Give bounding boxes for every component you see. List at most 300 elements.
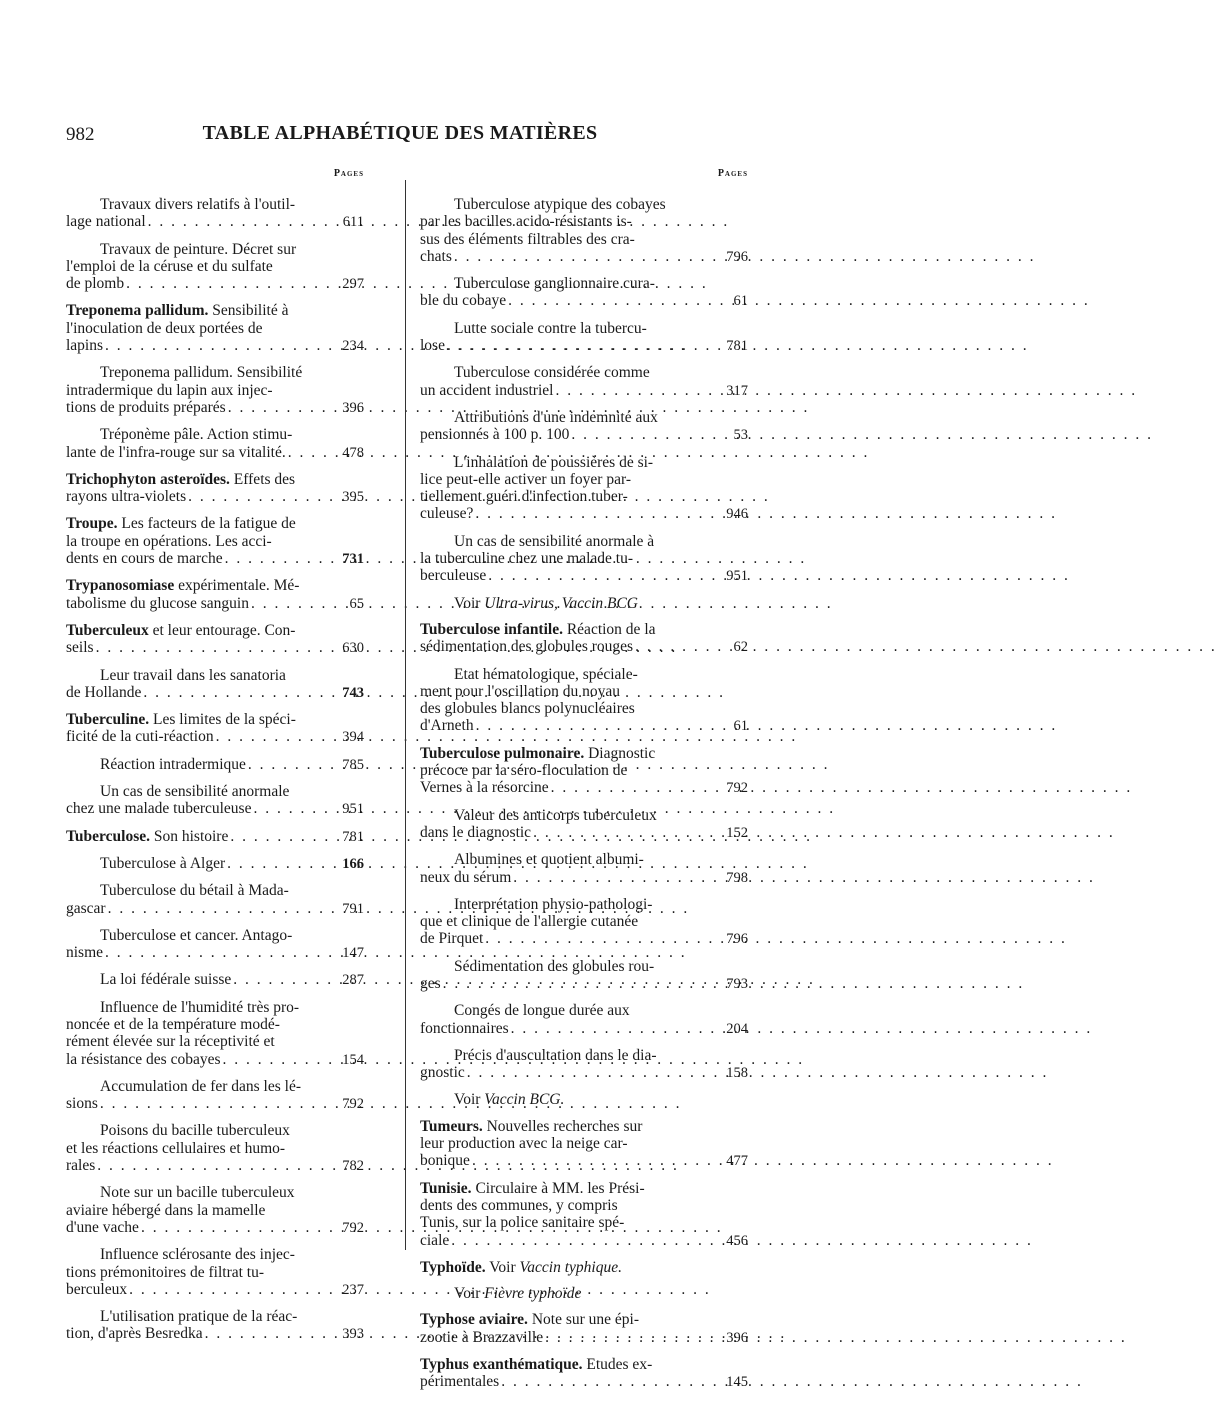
entry-label: l'inoculation de deux portées de: [66, 319, 263, 337]
index-entry: [66, 999, 364, 1069]
entry-label: lapins: [66, 337, 104, 355]
entry-continuation-line: [66, 800, 364, 818]
entry-label: périmentales: [420, 1373, 500, 1391]
entry-label: et leur entourage. Con-: [148, 621, 296, 639]
page-ref: 743: [342, 684, 364, 701]
entry-first-line: [66, 783, 364, 800]
entry-label: seils: [66, 639, 94, 657]
entry-label: ble du cobaye: [420, 292, 507, 310]
entry-label: Congés de longue durée aux: [454, 1002, 630, 1020]
entry-text: [66, 550, 223, 567]
right-column: [420, 168, 748, 1401]
entry-text: [420, 382, 553, 399]
entry-text: [66, 213, 146, 230]
dot-leader: [447, 337, 718, 354]
entry-label: Tuberculose atypique des cobayes: [454, 196, 666, 213]
entry-label: noncée et de la température modé-: [66, 1015, 280, 1033]
entry-text: [420, 337, 445, 354]
index-entry: [66, 756, 364, 774]
entry-text: [420, 930, 483, 947]
page-ref: 781: [342, 828, 364, 845]
entry-text: [66, 302, 288, 319]
entry-first-line: [420, 454, 748, 471]
entry-label: Sédimentation des globules rou-: [454, 957, 655, 975]
entry-label: intradermique du lapin aux injec-: [66, 381, 273, 399]
entry-label: Réaction intradermique: [100, 755, 246, 773]
index-entries-right: [420, 196, 748, 1392]
entry-continuation-line: [66, 595, 364, 613]
entry-first-line: [66, 971, 364, 989]
index-entry: [66, 711, 364, 747]
entry-continuation-line: [66, 1325, 364, 1343]
page-ref: 234: [342, 338, 364, 355]
entry-continuation-line: [420, 1135, 748, 1152]
entry-continuation-line: [66, 444, 364, 462]
entry-label: tiellement guéri d'infection tuber-: [420, 488, 628, 506]
index-entry: [420, 745, 748, 798]
page-ref: 204: [726, 1020, 748, 1037]
entry-heading: Typhus exanthématique.: [420, 1356, 583, 1374]
entry-label: que et clinique de l'allergie cutanée: [420, 913, 639, 931]
entry-continuation-line: [420, 1232, 748, 1250]
entry-label: Son histoire: [149, 827, 229, 845]
entry-first-line: [66, 1122, 364, 1139]
entry-first-line: [420, 896, 748, 913]
dot-leader: [223, 1051, 334, 1068]
entry-continuation-line: [420, 913, 748, 930]
entry-label: lante de l'infra-rouge sur sa vitalité.: [66, 443, 286, 461]
index-entry: [66, 1246, 364, 1299]
entry-continuation-line: [66, 1051, 364, 1069]
entry-label: gnostic: [420, 1064, 465, 1082]
entry-continuation-line: [420, 762, 748, 779]
page-ref: 152: [726, 824, 748, 841]
page-ref: 793: [726, 975, 748, 992]
entry-continuation-line: [66, 1202, 364, 1219]
entry-first-line: [420, 533, 748, 550]
dot-leader: [511, 1020, 718, 1037]
index-entry: [66, 302, 364, 355]
entry-text: [420, 1356, 652, 1373]
entry-cross-reference: Fièvre typhoïde: [484, 1285, 582, 1303]
entry-label: un accident industriel: [420, 381, 554, 399]
entry-first-line: [66, 882, 364, 899]
entry-text: [420, 292, 506, 309]
entry-text: [100, 1122, 290, 1139]
entry-text: [454, 364, 650, 381]
entry-text: [66, 1202, 265, 1219]
entry-continuation-line: [66, 900, 364, 918]
page-ref: 297: [342, 276, 364, 293]
index-entry: [420, 533, 748, 586]
entry-text: [454, 958, 654, 975]
entry-text: [420, 231, 635, 248]
entry-label: fonctionnaires: [420, 1019, 509, 1037]
entry-label: de plomb: [66, 275, 125, 293]
entry-first-line: [420, 666, 748, 683]
entry-text: [420, 869, 511, 886]
entry-label: dents en cours de marche: [66, 550, 223, 568]
entry-label: pensionnés à 100 p. 100: [420, 426, 570, 444]
index-entry: [66, 1184, 364, 1237]
entry-continuation-line: [66, 275, 364, 293]
entry-label: Vernes à la résorcine: [420, 779, 549, 797]
entry-continuation-line: [420, 1373, 748, 1391]
page-ref: 393: [342, 1326, 364, 1343]
entry-label: Poisons du bacille tuberculeux: [100, 1122, 290, 1140]
entry-label: Un cas de sensibilité anormale à: [454, 532, 655, 550]
page-number: 982: [66, 124, 95, 145]
entry-text: [66, 711, 296, 728]
entry-first-line: [66, 1246, 364, 1263]
entry-continuation-line: [420, 683, 748, 700]
entry-heading: Tuberculose infantile.: [420, 620, 563, 638]
entry-text: [66, 1157, 95, 1174]
page-ref: 798: [726, 869, 748, 886]
entry-text: [66, 828, 228, 845]
entry-text: [420, 638, 633, 655]
entry-text: [100, 196, 295, 213]
entry-label: précoce par la séro-floculation de: [420, 762, 628, 780]
entry-label: Voir: [454, 1285, 485, 1303]
entry-text: [420, 762, 627, 779]
entry-label: rayons ultra-violets: [66, 488, 187, 506]
entry-label: Voir: [454, 1091, 485, 1109]
index-entry: [420, 621, 748, 657]
entry-first-line: [66, 1308, 364, 1325]
page-ref: 791: [342, 900, 364, 917]
page-ref: 951: [342, 801, 364, 818]
entry-first-line: [420, 807, 748, 824]
entry-continuation-line: [66, 488, 364, 506]
entry-continuation-line: [420, 1152, 748, 1170]
entry-label: tions de produits préparés: [66, 398, 226, 416]
entry-text: [420, 1232, 449, 1249]
entry-label: Les facteurs de la fatigue de: [117, 515, 296, 533]
entry-continuation-line: [420, 213, 748, 230]
dot-leader: [513, 869, 718, 886]
page-header: [0, 120, 800, 150]
entry-first-line: [66, 515, 364, 532]
entry-text: [66, 1219, 139, 1236]
entry-text: [66, 595, 249, 612]
entry-text: [454, 1002, 630, 1019]
entry-label: Sensibilité à: [208, 302, 289, 320]
entry-label: Effets des: [229, 470, 296, 488]
entry-text: [420, 745, 655, 762]
index-entry: [420, 1047, 748, 1083]
entry-text: [454, 409, 658, 426]
entry-continuation-line: [420, 471, 748, 488]
entry-continuation-line: [66, 1264, 364, 1281]
entry-first-line: [66, 667, 364, 684]
entry-label: leur production avec la neige car-: [420, 1135, 628, 1153]
page-ref: 478: [342, 444, 364, 461]
entry-heading: Tuberculeux: [66, 621, 149, 639]
entry-text: [454, 320, 647, 337]
entry-label: Travaux de peinture. Décret sur: [100, 240, 297, 258]
entry-text: [420, 824, 531, 841]
entry-first-line: [420, 1118, 748, 1135]
entry-first-line: [420, 1091, 748, 1108]
entry-label: d'une vache: [66, 1218, 139, 1236]
entry-label: Lutte sociale contre la tubercu-: [454, 319, 647, 337]
dot-leader: [126, 275, 334, 292]
entry-text: [420, 1197, 618, 1214]
entry-label: Nouvelles recherches sur: [482, 1117, 643, 1135]
dot-leader: [451, 1232, 718, 1249]
entry-label: Circulaire à MM. les Prési-: [471, 1179, 645, 1197]
entry-text: [66, 684, 141, 701]
entry-label: neux du sérum: [420, 868, 512, 886]
entry-continuation-line: [420, 717, 748, 735]
entry-text: [66, 488, 186, 505]
page-ref: 630: [342, 640, 364, 657]
entry-text: [454, 1285, 581, 1302]
entry-label: Diagnostic: [584, 744, 656, 762]
entry-cross-reference: Vaccin typhique.: [519, 1258, 622, 1276]
dot-leader: [248, 756, 334, 773]
entry-first-line: [66, 577, 364, 594]
entry-text: [66, 1140, 285, 1157]
page-ref: 237: [342, 1281, 364, 1298]
index-entry: [420, 807, 748, 843]
entry-label: chez une malade tuberculeuse: [66, 800, 252, 818]
entry-label: dans le diagnostic: [420, 823, 532, 841]
dot-leader: [225, 550, 334, 567]
entry-text: [420, 471, 631, 488]
entry-continuation-line: [66, 1157, 364, 1175]
entry-text: [420, 779, 549, 796]
page-ref: 154: [342, 1051, 364, 1068]
entry-label: culeuse?: [420, 505, 474, 523]
dot-leader: [227, 855, 334, 872]
page-ref: 61: [733, 718, 748, 735]
dot-leader: [216, 728, 334, 745]
entry-text: [420, 621, 656, 638]
index-entry: [420, 595, 748, 612]
entry-continuation-line: [420, 505, 748, 523]
page-ref: 792: [342, 1219, 364, 1236]
dot-leader: [188, 488, 334, 505]
dot-leader: [467, 1064, 718, 1081]
dot-leader: [129, 1281, 334, 1298]
entry-text: [420, 1373, 499, 1390]
entry-continuation-line: [66, 550, 364, 568]
index-entry: [420, 1091, 748, 1108]
entry-first-line: [66, 828, 364, 846]
entry-text: [420, 913, 638, 930]
entry-first-line: [420, 1285, 748, 1302]
dot-leader: [148, 213, 334, 230]
column-divider: [405, 180, 406, 1250]
entry-first-line: [66, 426, 364, 443]
index-entry: [420, 320, 748, 356]
index-entry: [66, 1308, 364, 1344]
entry-label: zootie à Brazzaville: [420, 1328, 544, 1346]
entry-label: de Hollande: [66, 683, 142, 701]
dot-leader: [288, 444, 334, 461]
entry-cross-reference: Ultra-virus, Vaccin BCG: [484, 594, 638, 612]
entry-continuation-line: [66, 337, 364, 355]
entry-label: Leur travail dans les sanatoria: [100, 666, 286, 684]
page-ref: 394: [342, 729, 364, 746]
entry-text: [454, 275, 655, 292]
entry-continuation-line: [420, 930, 748, 948]
entry-text: [420, 1020, 509, 1037]
dot-leader: [501, 1373, 718, 1390]
entry-label: la troupe en opérations. Les acci-: [66, 532, 272, 550]
index-entry: [420, 196, 748, 266]
entry-text: [100, 1184, 295, 1201]
entry-first-line: [66, 196, 364, 213]
entry-text: [66, 399, 226, 416]
entry-continuation-line: [420, 700, 748, 717]
index-entry: [66, 241, 364, 294]
entry-text: [420, 213, 632, 230]
entry-continuation-line: [66, 213, 364, 231]
entry-label: ficité de la cuti-réaction: [66, 728, 214, 746]
entry-label: Tréponème pâle. Action stimu-: [100, 426, 293, 444]
entry-first-line: [420, 1259, 748, 1276]
pages-label: Pages: [717, 168, 748, 179]
entry-text: [100, 1308, 297, 1325]
entry-label: Voir: [485, 1258, 520, 1276]
entry-text: [454, 807, 657, 824]
entry-text: [66, 258, 273, 275]
dot-leader: [143, 684, 334, 701]
entry-first-line: [66, 622, 364, 639]
index-entry: [420, 896, 748, 949]
entry-label: tions prémonitoires de filtrat tu-: [66, 1263, 265, 1281]
dot-leader: [105, 337, 334, 354]
index-entry: [66, 882, 364, 918]
entry-continuation-line: [420, 975, 748, 993]
entry-continuation-line: [420, 779, 748, 797]
entry-continuation-line: [420, 1064, 748, 1082]
index-entry: [420, 275, 748, 311]
entry-continuation-line: [420, 248, 748, 266]
entry-continuation-line: [66, 944, 364, 962]
entry-text: [66, 1095, 98, 1112]
dot-leader: [472, 1152, 718, 1169]
dot-leader: [251, 595, 334, 612]
entry-label: Treponema pallidum. Sensibilité: [100, 364, 303, 382]
entry-continuation-line: [420, 550, 748, 567]
entry-continuation-line: [66, 1095, 364, 1113]
entry-label: chats: [420, 247, 452, 265]
entry-text: [66, 1051, 221, 1068]
index-entry: [420, 1002, 748, 1038]
entry-text: [100, 999, 299, 1016]
page-ref: 147: [342, 945, 364, 962]
entry-label: dents des communes, y compris: [420, 1196, 618, 1214]
entry-label: Les limites de la spéci-: [149, 711, 296, 729]
dot-leader: [108, 900, 334, 917]
entry-heading: Trichophyton asteroïdes.: [66, 470, 230, 488]
entry-continuation-line: [66, 258, 364, 275]
entry-text: [66, 800, 251, 817]
entry-label: nisme: [66, 944, 104, 962]
dot-leader: [97, 1157, 334, 1174]
entry-label: Tuberculose considérée comme: [454, 364, 650, 382]
entry-text: [66, 1281, 127, 1298]
entry-text: [66, 275, 124, 292]
entry-label: lage national: [66, 213, 146, 231]
dot-leader: [96, 639, 334, 656]
entry-label: Interprétation physio-pathologi-: [454, 895, 653, 913]
dot-leader: [475, 505, 718, 522]
entry-continuation-line: [420, 1329, 748, 1347]
entry-text: [66, 515, 296, 532]
entry-first-line: [420, 275, 748, 292]
index-entry: [66, 828, 364, 846]
dot-leader: [230, 828, 334, 845]
entry-text: [100, 241, 296, 258]
index-entry: [420, 1259, 748, 1276]
entry-label: Tuberculose à Alger: [100, 854, 226, 872]
entry-first-line: [420, 1002, 748, 1019]
entry-text: [100, 756, 246, 773]
entry-label: expérimentale. Mé-: [174, 577, 300, 595]
entry-text: [100, 1078, 301, 1095]
index-entry: [66, 622, 364, 658]
index-entry: [66, 667, 364, 703]
page-ref: 396: [342, 399, 364, 416]
entry-heading: Tumeurs.: [420, 1117, 483, 1135]
page-ref: 65: [349, 595, 364, 612]
entry-continuation-line: [66, 1033, 364, 1050]
entry-first-line: [420, 851, 748, 868]
entry-first-line: [66, 241, 364, 258]
entry-heading: Tunisie.: [420, 1179, 472, 1197]
page-ref: 158: [726, 1065, 748, 1082]
entry-continuation-line: [420, 1197, 748, 1214]
entry-first-line: [66, 756, 364, 774]
page-ref: 781: [726, 338, 748, 355]
entry-label: tion, d'après Besredka: [66, 1325, 203, 1343]
entry-first-line: [66, 1078, 364, 1095]
entry-label: des globules blancs polynucléaires: [420, 700, 635, 718]
entry-text: [420, 505, 473, 522]
entry-heading: Typhose aviaire.: [420, 1311, 528, 1329]
entry-text: [100, 426, 292, 443]
page-ref: 731: [342, 551, 364, 568]
entry-label: Albumines et quotient albumi-: [454, 851, 644, 869]
entry-text: [454, 896, 652, 913]
entry-text: [66, 900, 106, 917]
page-ref: 62: [733, 639, 748, 656]
dot-leader: [635, 638, 718, 655]
entry-continuation-line: [66, 399, 364, 417]
index-entry: [420, 851, 748, 887]
page-ref: 477: [726, 1153, 748, 1170]
dot-leader: [551, 779, 718, 796]
entry-first-line: [420, 745, 748, 762]
entry-text: [420, 426, 569, 443]
entry-text: [420, 975, 441, 992]
entry-label: L'inhalation de poussières de si-: [454, 453, 654, 471]
index-entry: [420, 1285, 748, 1302]
dot-leader: [533, 824, 718, 841]
entry-label: Précis d'auscultation dans le dia-: [454, 1046, 657, 1064]
dot-leader: [571, 426, 718, 443]
entry-text: [420, 488, 628, 505]
entry-heading: Tuberculose pulmonaire.: [420, 744, 585, 762]
entry-text: [66, 320, 262, 337]
index-entry: [66, 927, 364, 963]
entry-continuation-line: [66, 1281, 364, 1299]
